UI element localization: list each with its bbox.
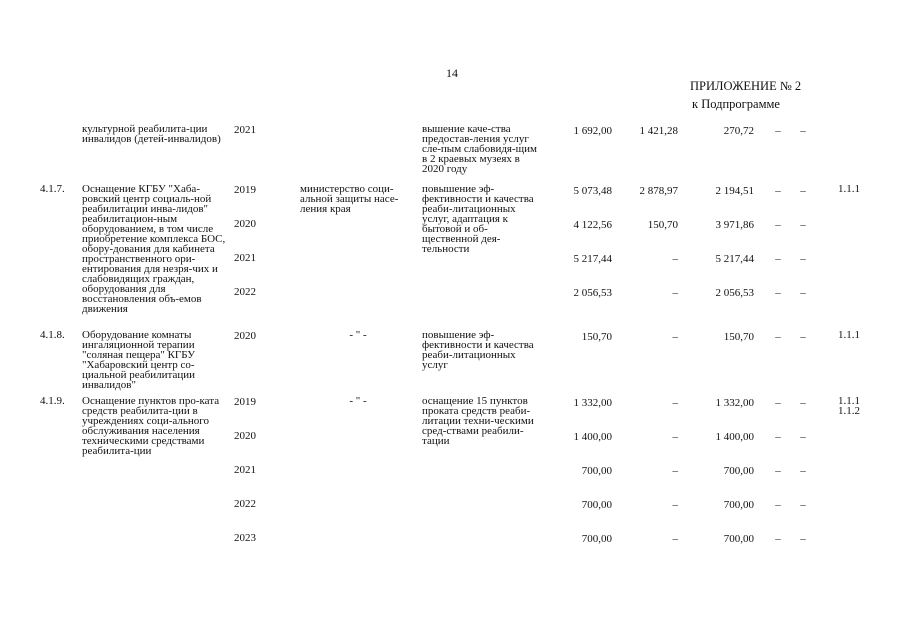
indicator-cell (814, 124, 870, 174)
total-amount: 1 400,00 (573, 431, 612, 443)
table-row (40, 184, 870, 218)
year-cell: 2021 (234, 124, 256, 136)
extra-source-cell: – (800, 287, 806, 299)
regional-amount: 1 332,00 (715, 397, 754, 409)
result-cell: оснащение 15 пунктов проката средств реаби-литации техни-ческими сред-ствами реабили-тации (422, 395, 534, 447)
total-amount: 5 217,44 (573, 253, 612, 265)
other-source-cell: – (775, 499, 781, 511)
federal-amount: – (672, 533, 678, 545)
indicator-cell: 1.1.1 1.1.2 (838, 395, 860, 417)
item-number: 4.1.7. (40, 183, 65, 195)
extra-source-cell: – (800, 397, 806, 409)
indicator-cell: 1.1.1 (838, 183, 860, 195)
table-row (40, 124, 870, 174)
item-number: 4.1.9. (40, 395, 65, 407)
table-row (40, 330, 870, 390)
year-cell: 2020 (234, 430, 256, 442)
regional-amount: 2 056,53 (715, 287, 754, 299)
extra-source-cell: – (800, 533, 806, 545)
other-source-cell: – (775, 397, 781, 409)
total-amount: 1 332,00 (573, 397, 612, 409)
item-number (40, 124, 80, 174)
result-cell: вышение каче-ства предостав-ления услуг сле-пым слабовидя-щим в 2 краевых музеях в 2020 году (422, 123, 537, 175)
federal-amount: 150,70 (647, 219, 678, 231)
federal-amount: – (672, 331, 678, 343)
total-amount: 150,70 (581, 331, 612, 343)
year-cell: 2021 (234, 464, 256, 476)
regional-amount: 700,00 (723, 499, 754, 511)
item-name: Оборудование комнаты ингаляционной терапии "соляная пещера" КГБУ "Хабаровский центр со-циальной реабилитации инвалидов" (82, 329, 196, 391)
federal-amount: – (672, 499, 678, 511)
table-row (40, 396, 870, 430)
regional-amount: 5 217,44 (715, 253, 754, 265)
item-name: Оснащение пунктов про-ката средств реабилита-ции в учреждениях соци-ального обслуживания населения техническими средствами реабилита-ции (82, 395, 220, 457)
total-amount: 2 056,53 (573, 287, 612, 299)
federal-amount: – (672, 465, 678, 477)
page-number: 14 (446, 66, 458, 80)
other-source-cell: – (775, 465, 781, 477)
year-cell: 2020 (234, 330, 256, 342)
year-cell: 2019 (234, 184, 256, 196)
appendix-heading (690, 77, 801, 113)
federal-amount: 1 421,28 (639, 125, 678, 137)
regional-amount: 1 400,00 (715, 431, 754, 443)
extra-source-cell: – (800, 465, 806, 477)
executor-cell (290, 124, 416, 174)
regional-amount: 2 194,51 (715, 185, 754, 197)
item-number: 4.1.8. (40, 329, 65, 341)
other-source-cell: – (775, 125, 781, 137)
total-amount: 700,00 (581, 533, 612, 545)
regional-amount: 270,72 (723, 125, 754, 137)
regional-amount: 700,00 (723, 465, 754, 477)
year-cell: 2019 (234, 396, 256, 408)
extra-source-cell: – (800, 499, 806, 511)
result-cell: повышение эф-фективности и качества реаби-литационных услуг (422, 329, 534, 371)
appendix-subtitle: к Подпрограмме (692, 97, 780, 111)
federal-amount: 2 878,97 (639, 185, 678, 197)
item-name: Оснащение КГБУ "Хаба-ровский центр социаль-ной реабилитации инва-лидов" реабилитацион-ным оборудованием, в том числе приобретение комплекса БОС, обору-дования для кабинета пространственного ори-ентирования для незря-чих и слабовидящих граждан, оборудования для восстановления объ-емов движения (82, 183, 226, 315)
year-cell: 2021 (234, 252, 256, 264)
total-amount: 4 122,56 (573, 219, 612, 231)
regional-amount: 150,70 (723, 331, 754, 343)
executor-cell: - " - (349, 329, 367, 341)
year-cell: 2022 (234, 498, 256, 510)
total-amount: 700,00 (581, 465, 612, 477)
other-source-cell: – (775, 219, 781, 231)
year-cell: 2022 (234, 286, 256, 298)
federal-amount: – (672, 431, 678, 443)
federal-amount: – (672, 253, 678, 265)
total-amount: 700,00 (581, 499, 612, 511)
regional-amount: 700,00 (723, 533, 754, 545)
result-cell: повышение эф-фективности и качества реаби-литационных услуг, адаптация к бытовой и об-щественной дея-тельности (422, 183, 534, 255)
other-source-cell: – (775, 253, 781, 265)
total-amount: 1 692,00 (573, 125, 612, 137)
item-name: культурной реабилита-ции инвалидов (детей-инвалидов) (82, 123, 221, 145)
year-cell: 2020 (234, 218, 256, 230)
indicator-cell: 1.1.1 (838, 329, 860, 341)
year-cell: 2023 (234, 532, 256, 544)
other-source-cell: – (775, 431, 781, 443)
other-source-cell: – (775, 331, 781, 343)
extra-source-cell: – (800, 331, 806, 343)
executor-cell: министерство соци-альной защиты насе-ления края (300, 183, 399, 215)
extra-source-cell: – (800, 253, 806, 265)
total-amount: 5 073,48 (573, 185, 612, 197)
federal-amount: – (672, 287, 678, 299)
extra-source-cell: – (800, 431, 806, 443)
extra-source-cell: – (800, 219, 806, 231)
other-source-cell: – (775, 533, 781, 545)
federal-amount: – (672, 397, 678, 409)
extra-source-cell: – (800, 185, 806, 197)
executor-cell: - " - (349, 395, 367, 407)
other-source-cell: – (775, 185, 781, 197)
appendix-title: ПРИЛОЖЕНИЕ № 2 (690, 79, 802, 93)
regional-amount: 3 971,86 (715, 219, 754, 231)
extra-source-cell: – (800, 125, 806, 137)
program-table (40, 124, 870, 566)
other-source-cell: – (775, 287, 781, 299)
